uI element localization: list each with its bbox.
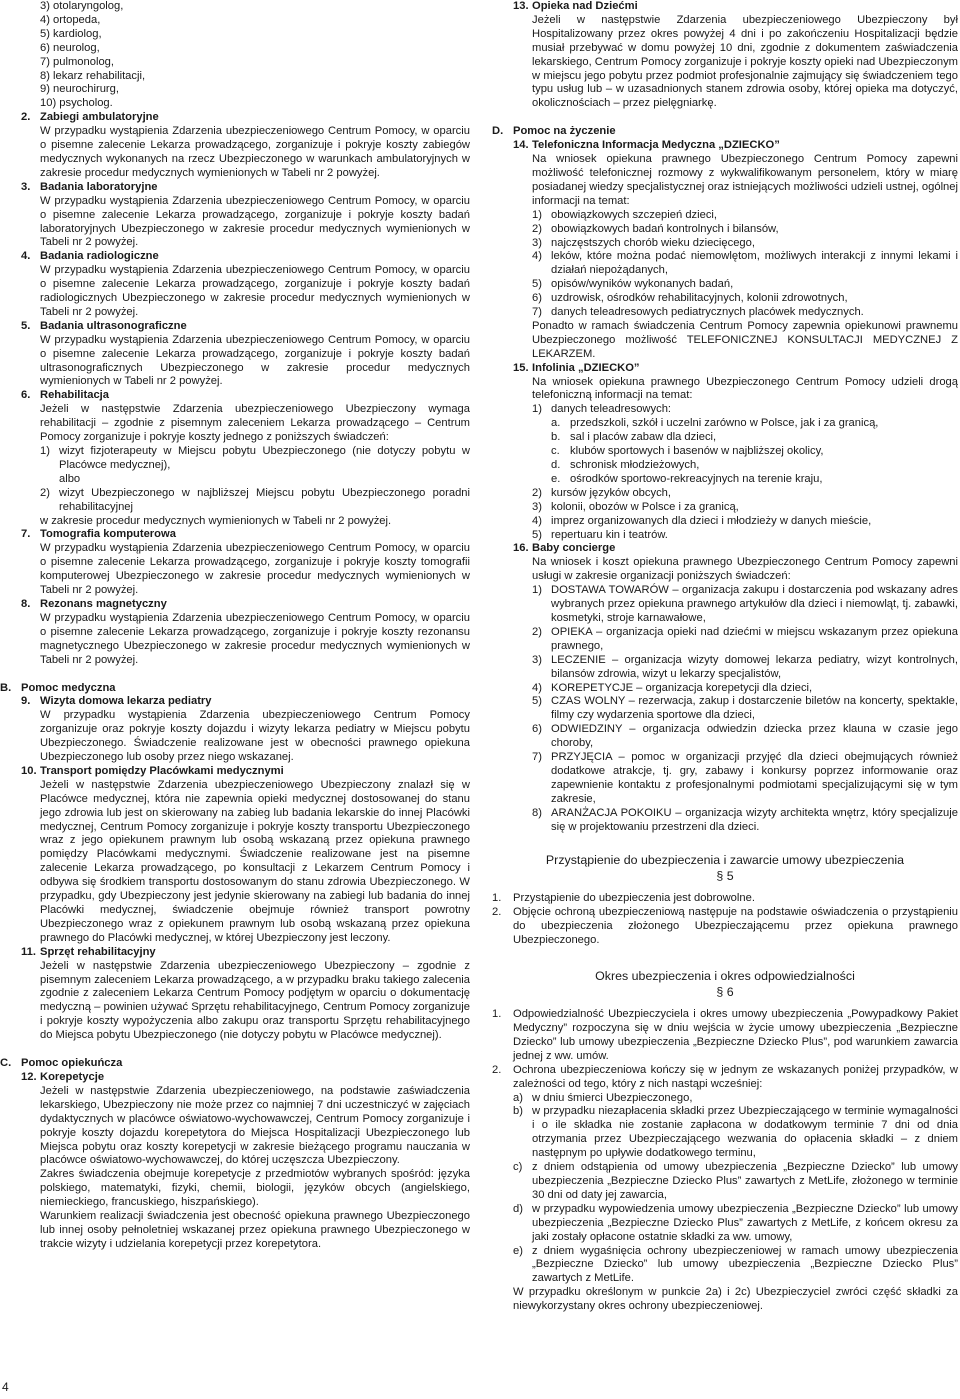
list-item: 7) danych teleadresowych pediatrycznych placówek medycznych. [532, 306, 864, 319]
section-heading: 12. Korepetycje [21, 1070, 105, 1083]
section-heading: 7. Tomografia komputerowa [21, 528, 176, 541]
page-number: 4 [2, 1380, 9, 1395]
section-text: W przypadku wystąpienia Zdarzenia ubezpieczeniowego Centrum Pomocy zorganizuje oraz pokryje koszty dojazdu i wizyty lekarza pediatry w Miejscu pobytu Ubezpieczonego. Świadczenie realizowane jest w obecności prawnego opiekuna Ubezpieczonego lub osoby przez niego wskazanej. [40, 709, 470, 764]
right-column [492, 0, 958, 1314]
list-item: 3) najczęstszych chorób wieku dziecięcego, [532, 236, 755, 249]
section-heading: 2. Zabiegi ambulatoryjne [21, 111, 159, 124]
list-item: a. przedszkoli, szkół i uczelni zarówno w Polsce, jak i za granicą, [551, 417, 879, 430]
section-heading: 11. Sprzęt rehabilitacyjny [21, 945, 156, 958]
section-heading: 16. Baby concierge [513, 542, 616, 555]
section-heading: 13. Opieka nad Dziećmi [513, 0, 638, 12]
list-item: 3) kolonii, obozów w Polsce i za granicą, [532, 500, 739, 513]
section-text: W przypadku wystąpienia Zdarzenia ubezpieczeniowego Centrum Pomocy, w oparciu o pisemne zalecenie Lekarza prowadzącego, zorganizuje i pokryje koszty zabiegów medycznych wykonanych na rzecz Ubezpieczonego w warunkach ambulatoryjnych w zakresie procedur medycznych wymienionych w Tabeli nr 2 powyżej. [40, 125, 470, 179]
list-item: 2) wizyt Ubezpieczonego w najbliższej Miejscu pobytu Ubezpieczonego poradni rehabilitacyjnej [40, 486, 470, 513]
part-heading: D. Pomoc na życzenie [492, 125, 616, 138]
list-item: 8) ARANŻACJA POKOIKU – organizacja wizyty architekta wnętrz, który specjalizuje się w projektowaniu przestrzeni dla dzieci. [532, 806, 958, 833]
list-item: 2. Ochrona ubezpieczeniowa kończy się w jednym ze wskazanych poniżej przypadków, w zależności od tego, który z nich nastąpi wcześniej: [492, 1063, 958, 1090]
list-item: 2) kursów języków obcych, [532, 486, 671, 499]
section-text: Na wniosek opiekuna prawnego Ubezpieczonego Centrum Pomocy udzieli drogą telefoniczną informacji na temat: [532, 375, 958, 402]
list-item: d) w przypadku wypowiedzenia umowy ubezpieczenia „Bezpieczne Dziecko” lub umowy ubezpieczenia „Bezpieczne Dziecko Plus” zawartych z MetLife, z końcem okresu za jaki zostały opłacone ostatnie składki za ww. umowy, [513, 1202, 958, 1243]
section-text: Jeżeli w następstwie Zdarzenia ubezpieczeniowego Ubezpieczony był Hospitalizowany przez okres powyżej 4 dni i po zakończeniu Hospitalizacji będzie musiał przebywać w domu powyżej 10 dni, zgodnie z dokumentem zaświadczenia lekarskiego, Centrum Pomocy zorganizuje i pokryje koszty opieki nad Ubezpieczonym w miejscu jego pobytu przez podmiot profesjonalnie zajmujący się świadczeniem tego typu usług lub – w uzasadnionych stanem zdrowia osoby, której opieka ma dotyczyć, okolicznościach – przez pielęgniarkę. [532, 13, 958, 110]
section-heading: 14. Telefoniczna Informacja Medyczna „DZIECKO” [513, 139, 780, 152]
section-text: W przypadku określonym w punkcie 2a) i 2c) Ubezpieczyciel zwróci część składki za niewykorzystany okres ochrony ubezpieczeniowej. [513, 1286, 958, 1313]
section-text: Jeżeli w następstwie Zdarzenia ubezpieczeniowego Ubezpieczony – zgodnie z pisemnym zaleceniem Lekarza prowadzącego, a w przypadku braku takiego zalecenia zgodnie z zaleceniem Lekarza Centrum Pomocy podjętym w oparciu o dokumentację medyczną – powinien używać Sprzętu rehabilitacyjnego, Centrum Pomocy zorganizuje i pokryje koszty wypożyczenia albo zakupu oraz transportu Sprzętu rehabilitacyjnego do Miejsca pobytu Ubezpieczonego (nie dotyczy pobytu w Placówce medycznej). [40, 959, 470, 1042]
paragraph-mark: § 5 [716, 869, 734, 884]
section-text: W przypadku wystąpienia Zdarzenia ubezpieczeniowego Centrum Pomocy, w oparciu o pisemne zalecenie Lekarza prowadzącego, zorganizuje i pokryje koszty badań radiologicznych Ubezpieczonego w zakresie procedur medycznych wymienionych w Tabeli nr 2 powyżej. [40, 264, 470, 318]
list-item: 3) otolaryngolog, [40, 0, 124, 12]
section-text: W przypadku wystąpienia Zdarzenia ubezpieczeniowego Centrum Pomocy, w oparciu o pisemne zalecenie Lekarza prowadzącego, zorganizuje i pokryje koszty badań ultrasonograficznych Ubezpieczonego w zakresie procedur medycznych wymienionych w Tabeli nr 2 powyżej. [40, 333, 470, 388]
part-heading: C. Pomoc opiekuńcza [0, 1057, 123, 1070]
list-item: 2) OPIEKA – organizacja opieki nad dziećmi w miejscu wskazanym przez opiekuna prawnego, [532, 625, 958, 652]
list-item: 6) neurolog, [40, 41, 100, 54]
specialist-list [0, 0, 470, 111]
list-item: a) w dniu śmierci Ubezpieczonego, [513, 1091, 693, 1104]
list-item: e) z dniem wygaśnięcia ochrony ubezpieczeniowej w ramach umowy ubezpieczenia „Bezpieczne Dziecko” lub umowy ubezpieczenia „Bezpieczne Dziecko Plus” zawartych z MetLife. [513, 1244, 958, 1285]
list-item: 2) obowiązkowych badań kontrolnych i bilansów, [532, 222, 779, 235]
section-heading: 5. Badania ultrasonograficzne [21, 319, 187, 332]
list-item: d. schronisk młodzieżowych, [551, 459, 700, 471]
list-item: 6) uzdrowisk, ośrodków rehabilitacyjnych, kolonii zdrowotnych, [532, 292, 848, 305]
list-item: 2. Objęcie ochroną ubezpieczeniową następuje na podstawie oświadczenia o przystąpieniu do ubezpieczenia złożonego Ubezpieczającemu przez opiekuna prawnego Ubezpieczonego. [492, 906, 958, 947]
list-item: c) z dniem odstąpienia od umowy ubezpieczenia „Bezpieczne Dziecko” lub umowy ubezpieczenia „Bezpieczne Dziecko Plus” zawartych z MetLife, złożonego w terminie 30 dni od daty jej zawarcia, [513, 1161, 958, 1201]
list-item: 5) CZAS WOLNY – rezerwacja, zakup i dostarczenie biletów na koncerty, spektakle, filmy czy wydarzenia sportowe dla dzieci, [532, 695, 958, 722]
list-item: 1. Przystąpienie do ubezpieczenia jest dobrowolne. [492, 892, 755, 905]
section-text: Ponadto w ramach świadczenia Centrum Pomocy zapewnia opiekunowi prawnemu Ubezpieczonego możliwość TELEFONICZNEJ KONSULTACJI MEDYCZNEJ Z LEKARZEM. [532, 319, 958, 360]
section-text: Jeżeli w następstwie Zdarzenia ubezpieczeniowego Ubezpieczony znalazł się w Placówce medycznej, która nie zapewnia opieki medycznej dostosowanej do stanu jego zdrowia lub jest on skierowany na zabieg lub badania lekarskie do innej Placówki medycznej, Centrum Pomocy zorganizuje i pokryje koszty transportu Ubezpieczonego wraz z jego opiekunem prawnym lub osobą wskazaną przez opiekuna prawnego pomiędzy Placówkami medycznymi. Świadczenie realizowane jest na pisemne zalecenie Lekarza prowadzącego, po konsultacji z Lekarzem Centrum Pomocy i odbywa się środkiem transportu dostosowanym do stanu zdrowia Ubezpieczonego. W przypadku, gdy Ubezpieczony jest jedynie skierowany na zabiegi lub badania do innej Placówki medycznej, świadczenie obejmuje również transport powrotny Ubezpieczonego wraz z opiekunem prawnym lub osobą wskazaną przez opiekuna prawnego do Placówki medycznej, w której Ubezpieczony jest leczony. [40, 778, 470, 944]
section-text: Na wniosek i koszt opiekuna prawnego Ubezpieczonego Centrum Pomocy zapewni usługi w zakresie organizacji poniższych świadczeń: [532, 556, 958, 583]
chapter-title: Przystąpienie do ubezpieczenia i zawarcie umowy ubezpieczenia [545, 853, 905, 868]
list-item: b) w przypadku niezapłacenia składki przez Ubezpieczającego w terminie wymagalności i o ile składka nie zostanie zapłacona w dodatkowym terminie 7 dni od dnia otrzymania przez Ubezpieczającego wezwania do opłacenia składki – z dniem następnym po upływie dodatkowego terminu, [513, 1105, 958, 1160]
list-item: 4) ortopeda, [40, 13, 101, 26]
list-item: 1) obowiązkowych szczepień dzieci, [532, 208, 718, 221]
list-item: 5) repertuaru kin i teatrów. [532, 528, 668, 541]
list-connector: albo [59, 472, 81, 485]
list-item: 1) danych teleadresowych: [532, 403, 672, 416]
list-item: 1. Odpowiedzialność Ubezpieczyciela i okres umowy ubezpieczenia „Powypadkowy Pakiet Medyczny” rozpoczyna się w dniu wejścia w życie umowy ubezpieczenia „Bezpieczne Dziecko” lub umowy ubezpieczenia „Bezpieczne Dziecko Plus”, pod warunkiem zawarcia jednej z ww. umów. [492, 1008, 958, 1062]
section-text: W przypadku wystąpienia Zdarzenia ubezpieczeniowego Centrum Pomocy, w oparciu o pisemne zalecenie Lekarza prowadzącego, zorganizuje i pokryje koszty badań laboratoryjnych Ubezpieczonego w zakresie procedur medycznych wymienionych w Tabeli nr 2 powyżej. [40, 194, 470, 249]
section-text: Jeżeli w następstwie Zdarzenia ubezpieczeniowego Ubezpieczony wymaga rehabilitacji – zgodnie z pisemnym zaleceniem Lekarza prowadzącego – Centrum Pomocy zorganizuje i pokryje koszty jednego z poniższych świadczeń: [40, 403, 470, 444]
section-heading: 9. Wizyta domowa lekarza pediatry [21, 695, 212, 708]
paragraph-mark: § 6 [716, 985, 734, 1000]
list-item: 6) ODWIEDZINY – organizacja odwiedzin dziecka przez klauna w czasie jego choroby, [532, 723, 958, 750]
list-item: 10) psycholog. [40, 97, 113, 110]
list-item: e. ośrodków sportowo-rekreacyjnych na terenie kraju, [551, 472, 823, 485]
list-item: 3) LECZENIE – organizacja wizyty domowej lekarza pediatry, wizyt kontrolnych, bilansów zdrowia, wizyt u lekarzy specjalistów, [532, 653, 958, 680]
list-item: b. sal i placów zabaw dla dzieci, [551, 431, 717, 444]
section-heading: 15. Infolinia „DZIECKO” [513, 361, 640, 374]
list-item: 4) KOREPETYCJE – organizacja korepetycji dla dzieci, [532, 681, 813, 694]
section-heading: 10. Transport pomiędzy Placówkami medycznymi [21, 764, 284, 777]
list-item: 9) neurochirurg, [40, 83, 119, 96]
chapter-title: Okres ubezpieczenia i okres odpowiedzialności [595, 969, 855, 984]
section-text: W przypadku wystąpienia Zdarzenia ubezpieczeniowego Centrum Pomocy, w oparciu o pisemne zalecenie Lekarza prowadzącego, zorganizuje i pokryje koszty tomografii komputerowej Ubezpieczonego w zakresie procedur medycznych wymienionych w Tabeli nr 2 powyżej. [40, 542, 470, 597]
list-item: 7) pulmonolog, [40, 55, 115, 68]
section-text: Warunkiem realizacji świadczenia jest obecność opiekuna prawnego Ubezpieczonego lub innej osoby pełnoletniej wskazanej przez opiekuna prawnego Ubezpieczonego w trakcie wizyty i udzielania korepetycji przez korepetytora. [40, 1210, 470, 1250]
section-heading: 8. Rezonans magnetyczny [21, 597, 167, 610]
section-text: Jeżeli w następstwie Zdarzenia ubezpieczeniowego, na podstawie zaświadczenia lekarskiego, Ubezpieczony nie może przez co najmniej 7 dni uczestniczyć w zajęciach dydaktycznych w placówce oświatowo-wychowawczej, Centrum Pomocy zorganizuje i pokryje koszty dojazdu korepetytora do Miejsca Hospitalizacji Ubezpieczonego lub Miejsca pobytu oraz koszty korepetycji w zakresie bieżącego programu nauczania w placówce oświatowo-wychowawczej, do której uczęszcza Ubezpieczony. [40, 1084, 470, 1167]
list-item: 4) imprez organizowanych dla dzieci i młodzieży w danych mieście, [532, 514, 872, 527]
list-item: 1) DOSTAWA TOWARÓW – organizacja zakupu i dostarczenia pod wskazany adres wybranych przez opiekuna prawnego artykułów dla dzieci i niemowląt, tj. zabawki, kosmetyki, stroje karnawałowe, [532, 584, 958, 624]
part-heading: B. Pomoc medyczna [0, 681, 116, 694]
list-item: 1) wizyt fizjoterapeuty w Miejscu pobytu Ubezpieczonego (nie dotyczy pobytu w Placówce medycznej), [40, 445, 470, 471]
list-item: 7) PRZYJĘCIA – pomoc w organizacji przyjęć dla dzieci obejmujących również dodatkowe atrakcje, tj. gry, zabawy i konkursy poprzez informowanie oraz zapewnienie kontaktu z profesjonalnymi podmiotami specjalizującymi się w tym zakresie, [532, 751, 958, 805]
section-heading: 6. Rehabilitacja [21, 389, 110, 402]
list-item: 5) opisów/wyników wykonanych badań, [532, 278, 734, 291]
section-heading: 4. Badania radiologiczne [21, 250, 159, 263]
section-text: Zakres świadczenia obejmuje korepetycje z przedmiotów wybranych spośród: języka polskiego, matematyki, fizyki, chemii, biologii, języków obcych (angielskiego, niemieckiego, francuskiego, hiszpańskiego). [40, 1168, 470, 1209]
section-text: w zakresie procedur medycznych wymienionych w Tabeli nr 2 powyżej. [40, 514, 392, 527]
section-text: Na wniosek opiekuna prawnego Ubezpieczonego Centrum Pomocy zapewni możliwość telefonicznej rozmowy z wykwalifikowanym personelem, który w miarę posiadanej wiedzy specjalistycznej oraz istniejących możliwości udzieli ustnej, ogólnej informacji na temat: [532, 153, 958, 207]
section-heading: 3. Badania laboratoryjne [21, 180, 158, 193]
left-column [0, 0, 470, 1252]
list-item: 5) kardiolog, [40, 27, 102, 40]
list-item: 4) leków, które można podać niemowlętom, możliwych interakcji z innymi lekami i działań niepożądanych, [532, 250, 958, 277]
list-item: 8) lekarz rehabilitacji, [40, 69, 146, 82]
section-text: W przypadku wystąpienia Zdarzenia ubezpieczeniowego Centrum Pomocy, w oparciu o pisemne zalecenie Lekarza prowadzącego, zorganizuje i pokryje koszty rezonansu magnetycznego Ubezpieczonego w zakresie procedur medycznych wymienionych w Tabeli nr 2 powyżej. [40, 611, 470, 666]
list-item: c. klubów sportowych i basenów w najbliższej okolicy, [551, 445, 824, 458]
